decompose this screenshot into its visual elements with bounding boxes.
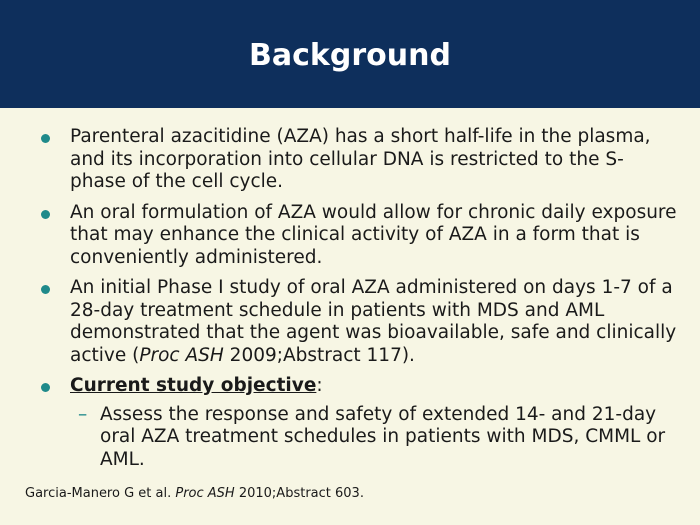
bullet-dot-icon xyxy=(41,134,50,143)
slide-title: Background xyxy=(249,38,451,73)
bullet-item xyxy=(0,277,700,367)
bullet-dot-icon xyxy=(41,285,50,294)
sub-bullet-text: Assess the response and safety of extended 14- and 21-day oral AZA treatment schedules in patients with MDS, CMML or AML. xyxy=(100,403,666,470)
bullet-list xyxy=(0,126,700,479)
footnote-reference xyxy=(25,485,364,503)
bullet-item-objective xyxy=(0,375,700,471)
bullet-item xyxy=(0,126,700,194)
bullet-dot-icon xyxy=(41,210,50,219)
bullet-text: Parenteral azacitidine (AZA) has a short half-life in the plasma, and its incorporation into cellular DNA is restricted to the S-phase of the cell cycle. xyxy=(70,126,651,192)
sub-bullet-item xyxy=(70,404,678,472)
bullet-text: An oral formulation of AZA would allow for chronic daily exposure that may enhance the clinical activity of AZA in a form that is conveniently administered. xyxy=(70,201,677,268)
footnote-journal: Proc ASH xyxy=(175,486,235,501)
bullet-item xyxy=(0,202,700,270)
bullet-text: An initial Phase I study of oral AZA administered on days 1-7 of a 28-day treatment schedule in patients with MDS and AML demonstrated that the agent was bioavailable, safe and clinically active ( xyxy=(70,277,677,366)
footnote-details: 2010;Abstract 603. xyxy=(234,486,364,501)
bullet-citation-journal: Proc ASH xyxy=(139,344,224,366)
objective-colon: : xyxy=(316,375,323,396)
dash-bullet-icon: – xyxy=(78,403,88,425)
bullet-dot-icon xyxy=(41,383,50,392)
sub-bullet-list xyxy=(70,404,678,472)
bullet-citation-details: 2009;Abstract 117). xyxy=(223,344,415,366)
title-bar xyxy=(0,0,700,108)
footnote-authors: Garcia-Manero G et al. xyxy=(25,486,176,501)
objective-heading: Current study objective xyxy=(70,375,317,396)
